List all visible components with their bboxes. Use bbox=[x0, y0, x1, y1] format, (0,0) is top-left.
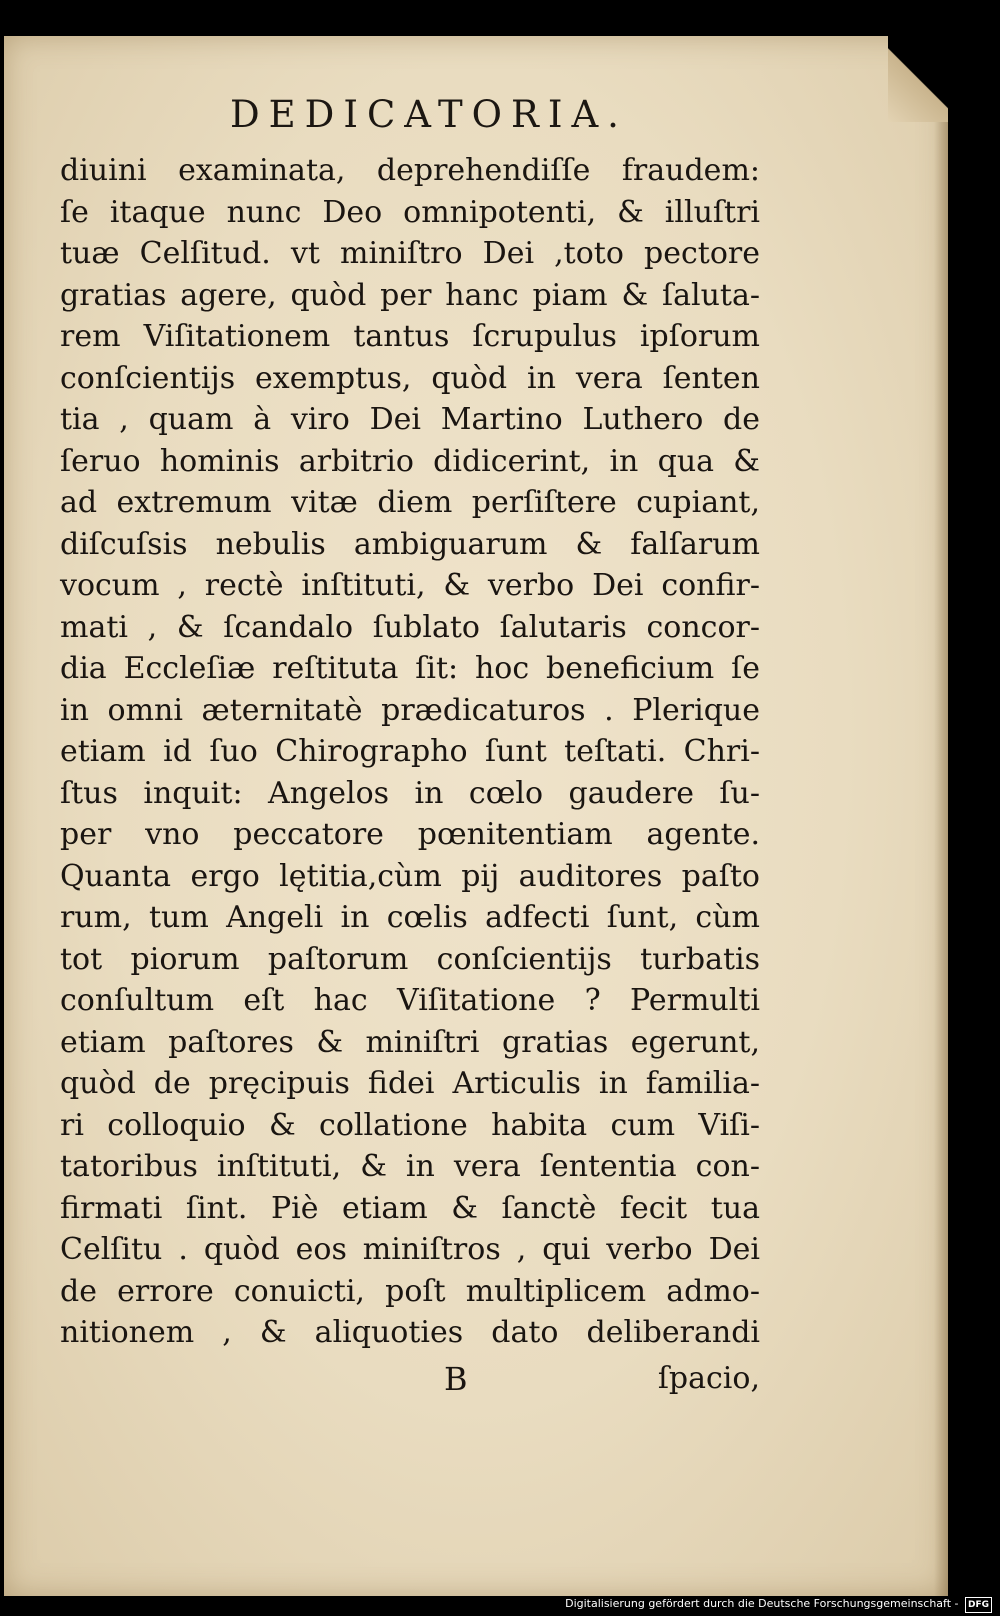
text-line: tatoribus inſtituti, & in vera ſententia con- bbox=[60, 1149, 760, 1184]
text-line: etiam paſtores & miniſtri gratias egerunt, bbox=[60, 1024, 760, 1060]
dfg-logo: DFG bbox=[965, 1597, 992, 1613]
text-line: ſeruo hominis arbitrio didicerint, in qua & bbox=[60, 443, 760, 479]
digitization-credit bbox=[565, 1597, 992, 1613]
text-line: rum, tum Angeli in cœlis adfecti ſunt, cùm bbox=[60, 900, 760, 935]
text-line: in omni æternitatè prædicaturos . Plerique bbox=[60, 692, 760, 728]
text-line: mati , & ſcandalo ſublato ſalutaris concor- bbox=[60, 609, 760, 645]
text-line: conſcientijs exemptus, quòd in vera ſenten bbox=[60, 360, 760, 396]
text-line: gratias agere, quòd per hanc piam & ſaluta- bbox=[60, 277, 760, 313]
book-page bbox=[4, 36, 948, 1596]
text-line: firmati ſint. Piè etiam & ſanctè fecit tua bbox=[60, 1190, 760, 1226]
signature-mark: B bbox=[444, 1360, 468, 1398]
text-line: tia , quam à viro Dei Martino Luthero de bbox=[60, 402, 760, 437]
text-line: rem Viſitationem tantus ſcrupulus ipſorum bbox=[60, 319, 760, 354]
text-line: vocum , rectè inſtituti, & verbo Dei confir- bbox=[60, 568, 760, 603]
text-line: diſcuſsis nebulis ambiguarum & falſarum bbox=[60, 526, 760, 562]
text-line: quòd de pręcipuis fidei Articulis in familia- bbox=[60, 1066, 760, 1101]
folded-corner bbox=[888, 36, 948, 122]
text-line: Quanta ergo lętitia,cùm pij auditores paſto bbox=[60, 858, 760, 894]
text-line: etiam id ſuo Chirographo ſunt teſtati. Chri- bbox=[60, 734, 760, 769]
text-line: ſe itaque nunc Deo omnipotenti, & illuſtri bbox=[60, 194, 760, 230]
credit-text: Digitalisierung gefördert durch die Deutsche Forschungsgemeinschaft - bbox=[565, 1597, 959, 1610]
page-edge-shadow bbox=[934, 122, 948, 1596]
page-footer bbox=[60, 1356, 760, 1402]
text-line: dia Eccleſiæ reſtituta ſit: hoc beneficium ſe bbox=[60, 651, 760, 686]
body-text bbox=[60, 150, 760, 1354]
running-head: DEDICATORIA. bbox=[230, 93, 628, 136]
catchword: ſpacio, bbox=[657, 1361, 760, 1396]
text-line: tot piorum paſtorum conſcientijs turbatis bbox=[60, 941, 760, 977]
text-line: ſtus inquit: Angelos in cœlo gaudere ſu- bbox=[60, 775, 760, 811]
text-line: diuini examinata, deprehendiſſe fraudem: bbox=[60, 153, 760, 188]
text-line: Celſitu . quòd eos miniſtros , qui verbo Dei bbox=[60, 1232, 760, 1267]
text-line: ad extremum vitæ diem perſiſtere cupiant, bbox=[60, 485, 760, 520]
text-line: nitionem , & aliquoties dato deliberandi bbox=[60, 1315, 760, 1350]
text-line: conſultum eſt hac Viſitatione ? Permulti bbox=[60, 983, 760, 1018]
text-line: ri colloquio & collatione habita cum Viſi- bbox=[60, 1107, 760, 1143]
text-line: per vno peccatore pœnitentiam agente. bbox=[60, 817, 760, 852]
text-line: tuæ Celſitud. vt miniſtro Dei ,toto pectore bbox=[60, 236, 760, 271]
text-line: de errore conuicti, poſt multiplicem admo- bbox=[60, 1273, 760, 1309]
